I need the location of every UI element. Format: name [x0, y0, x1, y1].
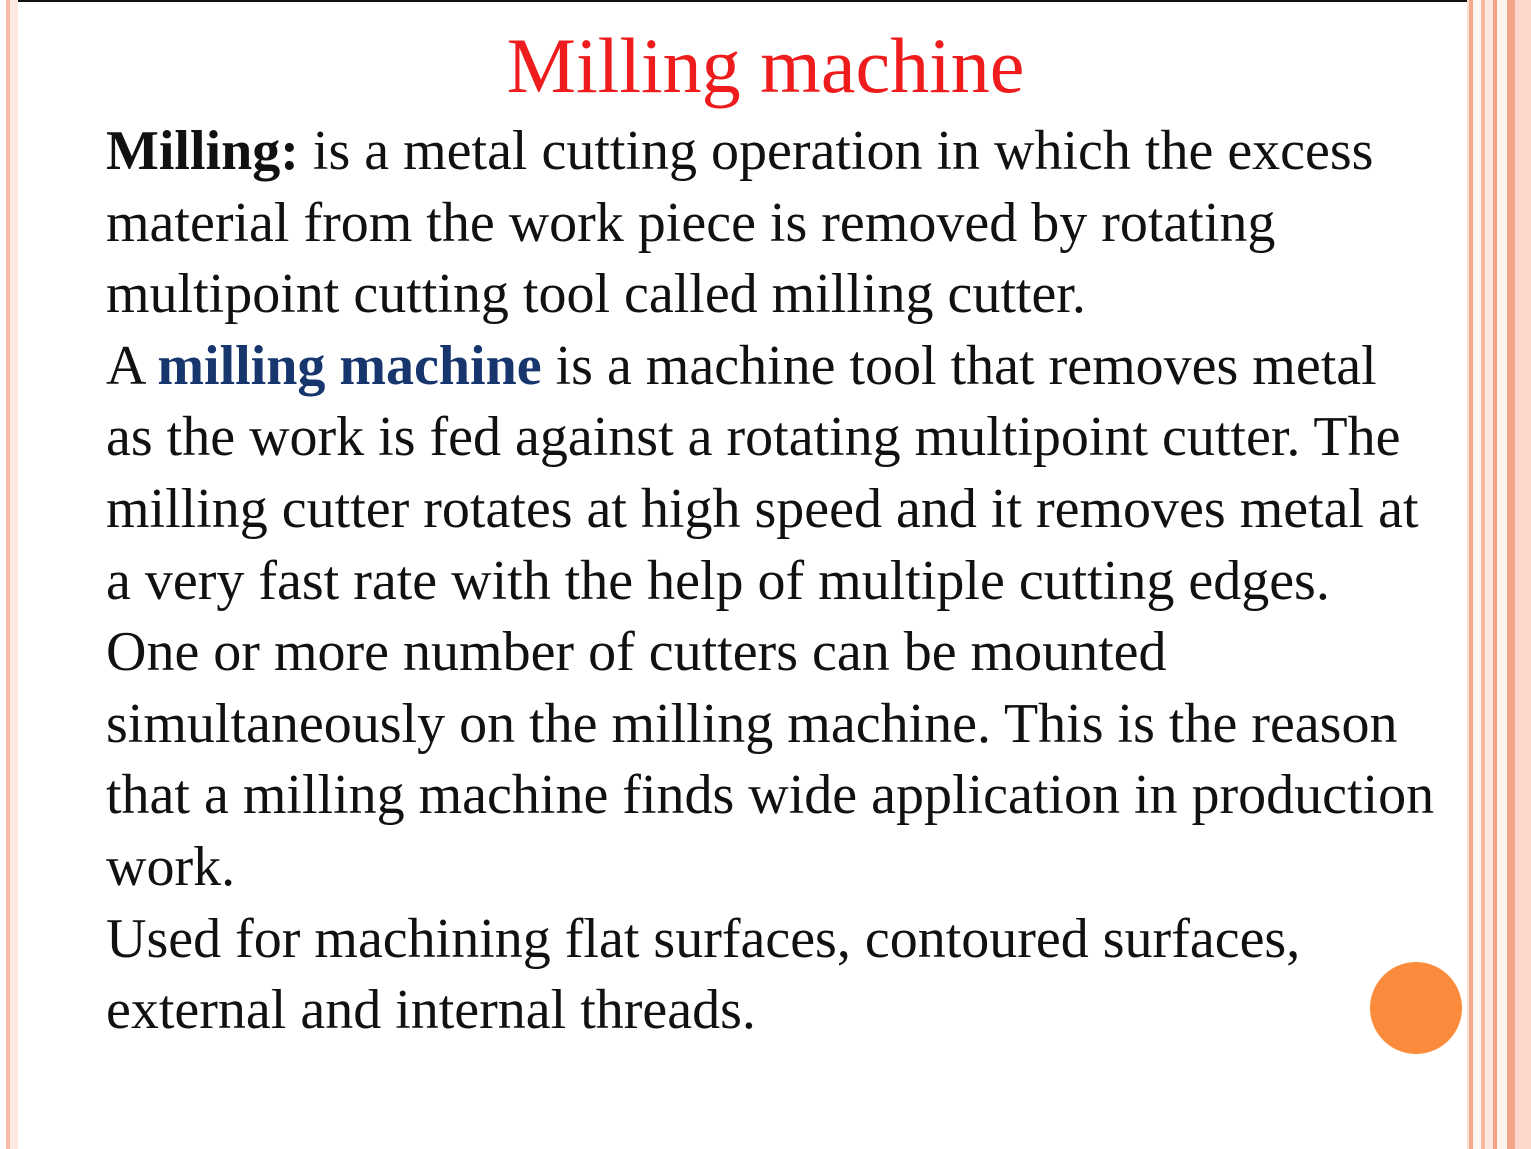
- slide-title: Milling machine: [506, 22, 1025, 109]
- paragraph-multiple-cutters: [106, 617, 1436, 903]
- paragraph-text: is a machine tool that removes metal as the work is fed against a rotating multipoint cutter. The milling cutter rotates at high speed and it removes metal at a very fast rate with the help of multiple cutting edges.: [106, 334, 1419, 612]
- slide-body: [106, 116, 1436, 1047]
- paragraph-milling-machine: [106, 331, 1436, 617]
- paragraph-text: One or more number of cutters can be mounted simultaneously on the milling machine. This is the reason that a milling machine finds wide application in production work.: [106, 621, 1435, 898]
- term-milling: Milling:: [106, 120, 299, 182]
- top-rule: [0, 0, 1531, 2]
- orange-circle-icon: [1370, 962, 1462, 1054]
- paragraph-milling-definition: [106, 116, 1436, 331]
- paragraph-text: Used for machining flat surfaces, contoured surfaces, external and internal threads.: [106, 907, 1301, 1042]
- paragraph-uses: [106, 904, 1436, 1047]
- right-decorative-stripe: [1467, 0, 1531, 1149]
- term-milling-machine: milling machine: [157, 334, 542, 397]
- paragraph-text: is a metal cutting operation in which the excess material from the work piece is removed by rotating multipoint cutting tool called milling cutter.: [106, 120, 1374, 326]
- paragraph-prefix: A: [106, 334, 158, 397]
- left-decorative-stripe: [0, 0, 18, 1149]
